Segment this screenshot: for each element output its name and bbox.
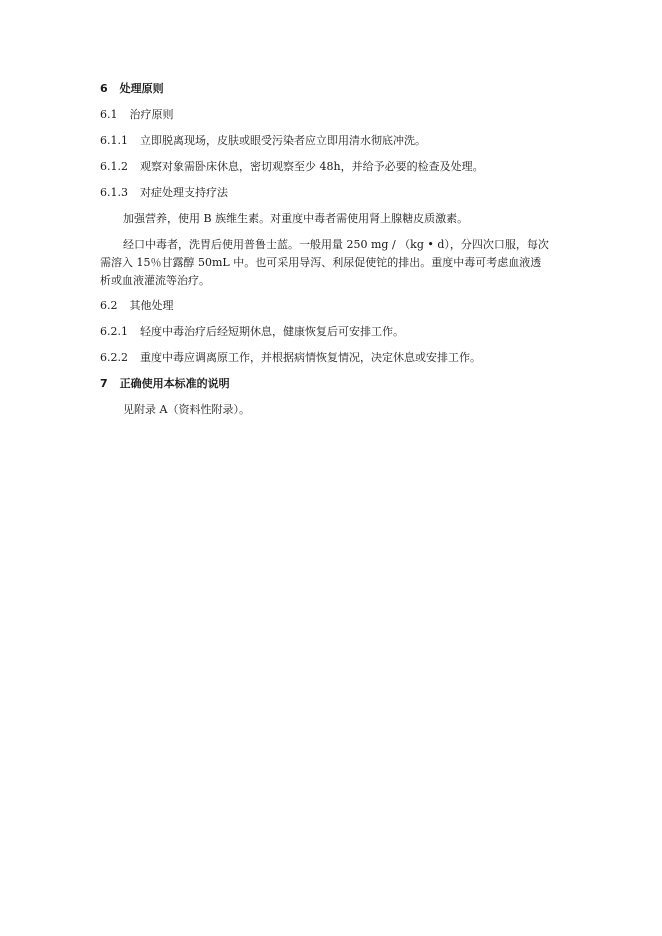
section-title: 对症处理支持疗法: [140, 186, 228, 199]
section-6-1-heading: [100, 107, 174, 123]
section-6-heading: [100, 81, 164, 97]
section-text: 立即脱离现场，皮肤或眼受污染者应立即用清水彻底冲洗。: [140, 134, 426, 147]
paragraph-appendix: 见附录 A（资料性附录）。: [123, 403, 250, 416]
section-6-1-2: [100, 159, 484, 175]
section-6-1-3-heading: [100, 185, 228, 201]
paragraph-oral-line-3: 析或血液灌流等治疗。: [100, 274, 210, 287]
section-number: 6.1.3: [100, 186, 128, 199]
paragraph-oral-line-2: 需溶入 15％甘露醇 50mL 中。也可采用导泻、利尿促使铊的排出。重度中毒可考虑血液透: [100, 256, 542, 269]
section-6-2-2: [100, 350, 481, 366]
section-title: 治疗原则: [129, 108, 174, 121]
section-title: 处理原则: [119, 82, 164, 95]
section-number: 6.2.2: [100, 351, 128, 364]
section-number: 6.1.2: [100, 160, 128, 173]
section-number: 6.1: [100, 108, 118, 121]
section-6-2-heading: [100, 298, 174, 314]
section-6-1-1: [100, 133, 426, 149]
section-number: 6.2.1: [100, 325, 128, 338]
section-6-2-1: [100, 324, 404, 340]
section-title: 其他处理: [129, 299, 174, 312]
section-text: 重度中毒应调离原工作，并根据病情恢复情况，决定休息或安排工作。: [140, 351, 481, 364]
section-number: 6.2: [100, 299, 118, 312]
section-7-heading: [100, 376, 230, 392]
section-number: 6.1.1: [100, 134, 128, 147]
section-number: 7: [100, 377, 108, 390]
section-title: 正确使用本标准的说明: [119, 377, 230, 390]
section-number: 6: [100, 82, 108, 95]
paragraph-nutrition: 加强营养，使用 B 族维生素。对重度中毒者需使用肾上腺糖皮质激素。: [123, 212, 469, 225]
section-text: 观察对象需卧床休息，密切观察至少 48h，并给予必要的检查及处理。: [140, 160, 484, 173]
paragraph-oral-line-1: 经口中毒者，洗胃后使用普鲁士蓝。一般用量 250 mg / （kg • d），分四次口服，每次: [123, 238, 549, 251]
section-text: 轻度中毒治疗后经短期休息，健康恢复后可安排工作。: [140, 325, 404, 338]
